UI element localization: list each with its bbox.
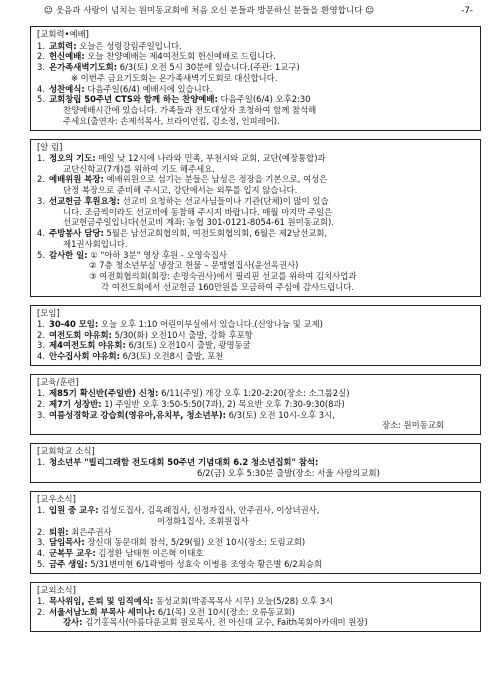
continuation-text: ③ 여전회협의회(회장: 손명숙권사)에서 필리핀 선교를 위하여 김치사업과 [89,271,357,282]
page-number: -7- [461,6,473,16]
section-notice [30,139,481,297]
list-item: 1. 목사위임, 은퇴 및 임직예식: 동성교회(박종목목사 시무) 오늘(5/28) 오후 3시 [37,595,334,606]
list-item: 3. 여름성경학교 강습회(영유아,유치부, 청소년부): 6/3(토) 오전 10시-오후 3시, [37,409,335,420]
section-worship [30,26,481,130]
section-title: [교회력•예배] [37,29,89,40]
list-item: 5. 감사한 일: ① "아하 3분" 영상 후원 - 오영숙집사 [37,249,227,260]
list-item: 1. 제85기 확신반(주일반) 신청: 6/11(주일) 개강 오후 1:20-2:20(장소: 소그룹2실) [37,388,350,399]
list-item: 3. 제4여전도회 야유회: 6/3(토) 오전10시 출발, 광명동굴 [37,340,251,351]
continuation-text: 선교헌금주일입니다(선교비 계좌: 농협 301-0121-8054-61 원미동교회). [63,217,334,228]
list-item: 2. 예배위원 복장: 예배위원으로 섬기는 분들은 남성은 정장을 기본으로, 여성은 [37,174,328,185]
section-outside [30,582,481,633]
section-title: [교육/훈련] [37,376,79,387]
section-title: [교회학교 소식] [37,446,95,457]
list-item: 5. 금주 생일: 5/31변미현 6/1곽병아 성효숙 이병용 조영숙 황은별 6/2최승희 [37,558,322,569]
list-item: 3. 선교헌금 후원요청: 선교비 요청하는 선교사님들이나 기관(단체)이 많이 있습 [37,195,329,206]
continuation-text: 찬양예배시간에 있습니다. 가족들과 전도대상자 초청하여 함께 참석해 [63,105,317,116]
list-item: 4. 군복무 교우: 김정환 남태현 이은혁 이태호 [37,548,204,559]
list-item: 2. 헌신예배: 오늘 찬양예배는 제4여전도회 헌신예배로 드립니다. [37,51,276,62]
continuation-text: 단정 복장으로 준비해 주시고, 강단에서는 외투를 입지 않습니다. [63,185,298,196]
continuation-text: 주세요(출연자: 손제석목사, 브라이언킴, 김소정, 인피레어). [63,115,280,126]
page-header [44,6,481,16]
list-item: 1. 청소년부 "빌리그래함 전도대회 50주년 기념대회 6.2 청소년집회" 참석: [37,457,319,468]
continuation-text: 제1권사회입니다. [63,238,128,249]
section-meeting [30,305,481,366]
list-item: 1. 30-40 모임: 오늘 오후 1:10 어린이부실에서 있습니다.(신앙나눔 및 교제) [37,318,323,329]
continuation-text: 각 여전도회에서 선교헌금 160만원을 모금하여 주심에 감사드립니다. [101,281,355,292]
continuation-text: 이정화1집사, 조휘원집사 [157,515,249,526]
list-item: 2. 퇴원: 최은주권사 [37,526,112,537]
list-item: 3. 온가족새벽기도회: 6/3(토) 오전 5시 30분에 있습니다.(주관: 1교구) [37,62,300,73]
continuation-text: 강사: 김기홍목사(아름다운교회 원로목사, 전 아신대 교수, Faith목회아카데미 원장) [63,617,368,628]
continuation-text: 니다. 조금씩이라도 선교비에 동참해 주시지 바랍니다. 매월 마지막 주일은 [63,206,333,217]
section-title: [교외소식] [37,584,76,595]
list-item: 4. 안수집사회 야유회: 6/3(토) 오전8시 출발, 포천 [37,351,224,362]
section-training [30,374,481,435]
list-item: 1. 교회력: 오늘은 성령강림주일입니다. [37,40,182,51]
continuation-text: 6/2(금) 오후 5:30분 출발(장소: 서울 사랑의교회) [197,468,380,479]
list-item: 2. 제7기 성장반: 1) 주일반 오후 3:50-5:50(7과), 2) 목요반 오후 7:30-9:30(8과) [37,398,345,409]
section-title: [모임] [37,307,60,318]
list-item: 1. 정오의 기도: 매일 낮 12시에 나라와 민족, 부천시와 교회, 교단(예장통합)과 [37,152,326,163]
section-member [30,491,481,574]
continuation-text: 장소: 원미동교회 [381,420,444,431]
continuation-text: ② 7층 청소년부실 냉장고 헌물 – 문맹열집사(윤선옥권사) [89,260,299,271]
welcome-banner: ☺ 웃음과 사랑이 넘치는 원미동교회에 처음 오신 분들과 방문하신 분들을 환영합니다 ☺ [44,6,375,16]
section-title: [알 림] [37,141,63,152]
list-item: 5. 교회창립 50주년 CTS와 함께 하는 찬양예배: 다음주일(6/4) 오후2:30 [37,94,311,105]
list-item: 1. 입원 중 교우: 김성도집사, 김옥례집사, 신정자집사, 안주권사, 이상녀권사, [37,505,320,516]
list-item: 4. 성찬예식: 다음주일(6/4) 예배시에 있습니다. [37,83,213,94]
list-item: 2. 서울서남노회 부목사 세미나: 6/1(목) 오전 10시(장소: 오류동교회) [37,606,295,617]
continuation-text: 교단신학교(7개)를 위하여 기도 해주세요. [63,163,215,174]
list-item: 3. 담임목사: 장신대 동문대회 참석, 5/29(월) 오전 10시(장소: 도림교회) [37,537,306,548]
note-text: ※ 이번주 금요기도회는 온가족새벽기도회로 대신합니다. [71,72,278,83]
section-title: [교우소식] [37,493,76,504]
section-school [30,443,481,483]
list-item: 2. 여전도회 야유회: 5/30(화) 오전10시 출발, 강화 후포항 [37,329,253,340]
list-item: 4. 주방봉사 담당: 5월은 남선교회협의회, 여전도회협의회, 6월은 제2남선교회, [37,228,328,239]
